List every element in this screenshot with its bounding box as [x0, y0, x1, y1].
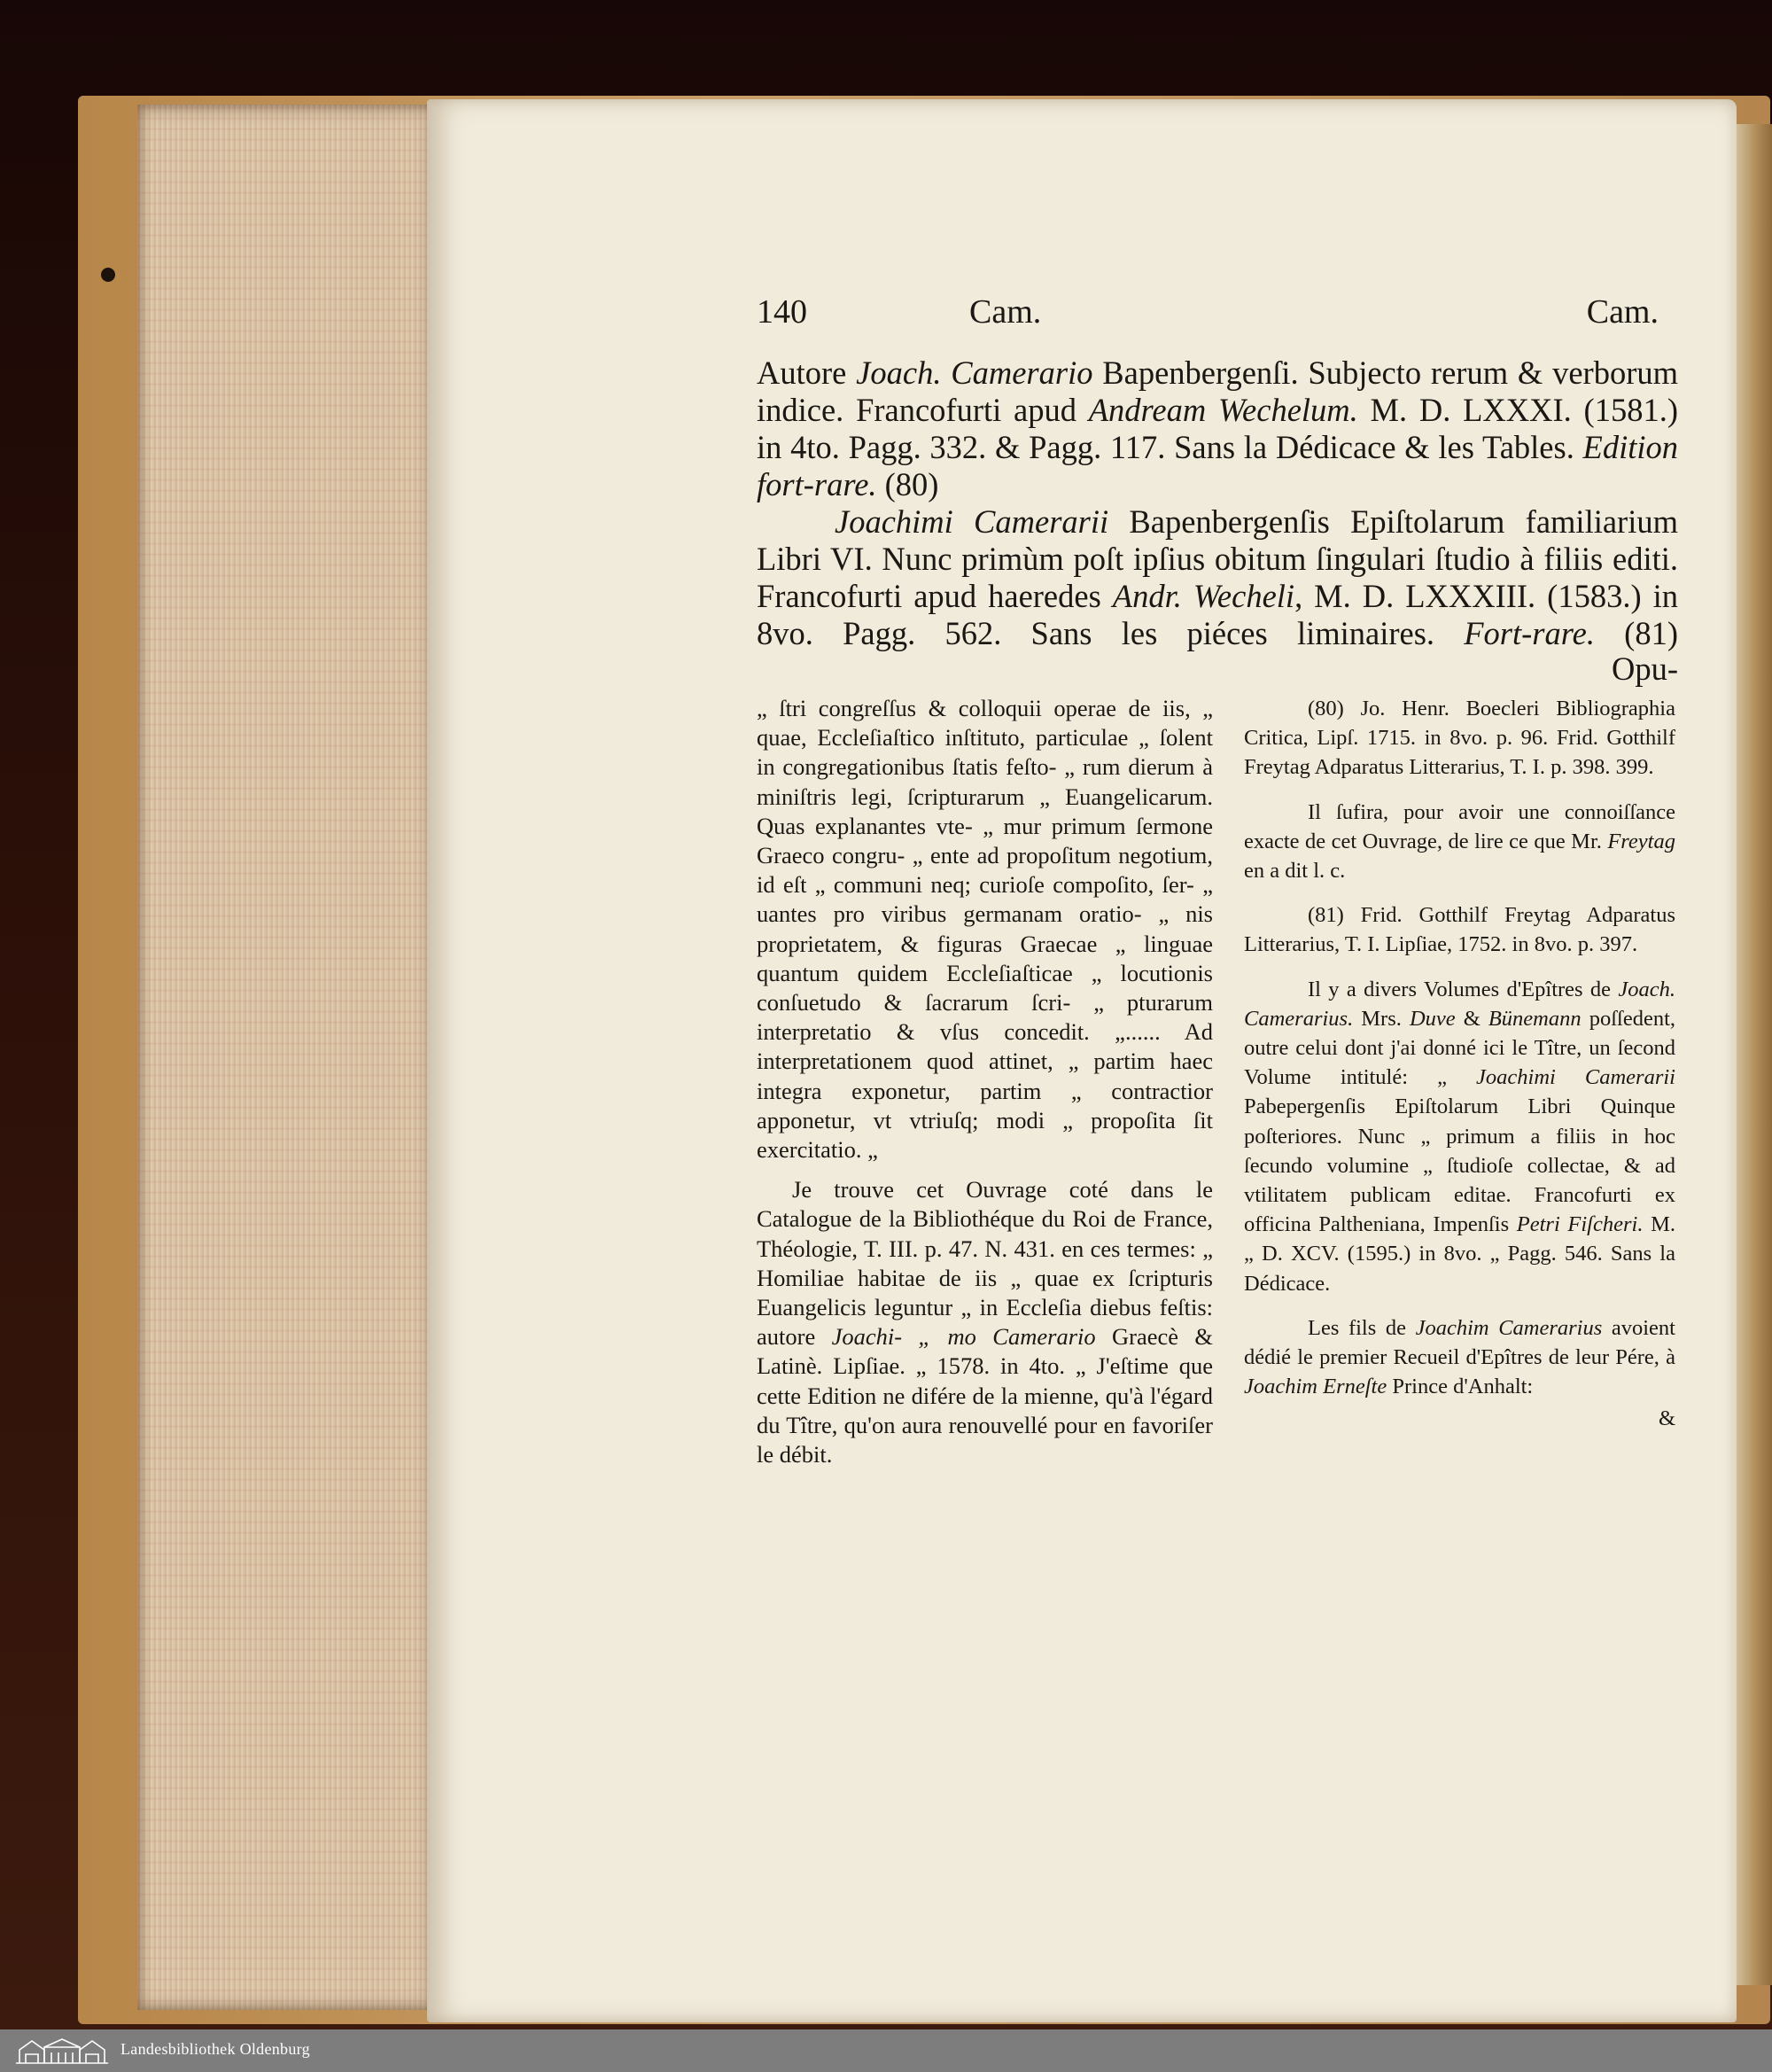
italic-run: Duve [1409, 1006, 1456, 1031]
text-run: Mrs. [1353, 1006, 1410, 1031]
text-run: M. D. LXXXI. (1581.) in 4to. Pagg. 332. & Pagg. 117. Sans la Dédicace & les Tables. [757, 392, 1678, 465]
quoted-passage: „ ſtri congreſſus & colloquii operae de iis, „ quae, Eccleſiaſtico inſtituto, particulae „ ſolent in congregationibus ſtatis feſto- „ rum dierum à miniſtris legi, ſcripturarum „ Euangelicarum. Quas explanantes vte- „ mur primum ſermone Graeco congru- „ ente ad propoſitum negotium, id eſt „ communi neq; curioſe compoſito, ſer- „ uantes pro viribus germanam oratio- „ nis proprietatem, & figuras Graecae „ linguae quantum quidem Eccleſiaſticae „ locutionis conſuetudo & ſacrarum ſcri- „ pturarum interpretatio & vſus concedit. „...... Ad interpretationem quod attinet, „ partim haec integra exponetur, partim „ contractior apponetur, vt vtriuſq; modi „ propoſita ſit exercitatio. „ [757, 695, 1213, 1164]
main-paragraph-2 [757, 503, 1678, 652]
library-name: Landesbibliothek Oldenburg [120, 2040, 310, 2058]
text-run: (80) [876, 466, 939, 502]
header-right-title: Cam. [1586, 293, 1659, 331]
text-run: , M. D. LXXXIII. (1583.) in 8vo. Pagg. 562. Sans les piéces liminaires. [757, 578, 1678, 651]
text-run: & [1455, 1006, 1488, 1031]
italic-run: Joachim Erneſte [1244, 1375, 1387, 1399]
right-column-notes [1244, 694, 1675, 1449]
text-run: Bapenbergenſis Epiſtolarum familiarium Libri VI. Nunc primùm poſt ipſius obitum ſingulari ſtudio à filiis editi. Francofurti apud haeredes [757, 503, 1678, 614]
text-run: poſſedent, outre celui dont j'ai donné ici le Tître, un ſecond Volume intitulé: „ [1244, 1006, 1676, 1090]
italic-run: Andr. Wecheli [1112, 578, 1295, 614]
header-left-title: Cam. [969, 293, 1042, 331]
library-footer-bar [0, 2029, 1772, 2072]
left-column [757, 694, 1213, 1469]
italic-run: Edition fort-rare. [757, 429, 1678, 502]
text-run: Bapenbergenſi. Subjecto rerum & verborum indice. Francofurti apud [757, 354, 1678, 428]
text-run: M. „ D. XCV. (1595.) in 8vo. „ Pagg. 546. Sans la Dédicace. [1244, 1212, 1675, 1296]
library-building-icon [12, 2036, 112, 2066]
text-run: avoient dédié le premier Recueil d'Epîtres de leur Pére, à [1244, 1315, 1675, 1370]
text-run: Les fils de [1308, 1315, 1416, 1340]
right-cover-edge [1732, 124, 1772, 1985]
page-block-edge [137, 105, 443, 2010]
text-run: Autore [757, 354, 857, 391]
footnote-80: (80) Jo. Henr. Boecleri Bibliographia Critica, Lipſ. 1715. in 8vo. p. 96. Frid. Gotthilf Freytag Adparatus Litterarius, T. I. p. 398. 399. [1244, 697, 1675, 780]
text-run: Il ſufira, pour avoir une connoiſſance exacte de cet Ouvrage, de lire ce que Mr. [1244, 799, 1675, 853]
text-run: Graecè & Latinè. Lipſiae. „ 1578. in 4to. „ J'eſtime que cette Edition ne difére de la mienne, qu'à l'égard du Tître, qu'on aura renouvellé pour en favoriſer le débit. [757, 1323, 1213, 1468]
italic-run: Joachim Camerarius [1415, 1315, 1603, 1340]
text-run: Je trouve cet Ouvrage coté dans le Catalogue de la Bibliothéque du Roi de France, Théologie, T. III. p. 47. N. 431. en ces termes: „ Homiliae habitae de iis „ quae ex ſcripturis Euangelicis leguntur „ in Eccleſia diebus feſtis: autore [757, 1176, 1213, 1351]
text-run: en a dit l. c. [1244, 859, 1346, 884]
main-paragraph-1 [757, 354, 1678, 503]
italic-run: Andream Wechelum. [1088, 392, 1358, 428]
italic-run: Fort-rare. [1464, 615, 1595, 651]
text-run: Il y a divers Volumes d'Epîtres de [1308, 977, 1619, 1001]
italic-run: Joach. Camerarius. [1244, 977, 1675, 1031]
cover-nail-mark [101, 268, 115, 282]
catalogue-paragraph [757, 1175, 1213, 1469]
italic-run: Freytag [1607, 829, 1675, 853]
catchword: Opu- [1611, 650, 1678, 687]
italic-run: Joachi- „ mo Camerario [831, 1323, 1096, 1351]
running-header [757, 292, 1659, 337]
italic-run: Bünemann [1488, 1006, 1582, 1031]
note-les-fils [1244, 1313, 1675, 1402]
text-run: (81) [1594, 615, 1678, 651]
text-run: Pabepergenſis Epiſtolarum Libri Quinque poſteriores. Nunc „ primum a filiis in hoc ſecundo volumine „ ſtudioſe collectae, & ad vtilitatem publicam editae. Francofurti ex officina Paltheniana, Impenſis [1244, 1094, 1675, 1237]
italic-run: Joachimi Camerarii [1476, 1065, 1675, 1090]
italic-run: Joachimi Camerarii [835, 503, 1109, 540]
page-number: 140 [757, 293, 807, 331]
text-run: Prince d'Anhalt: [1387, 1375, 1534, 1399]
footnote-81: (81) Frid. Gotthilf Freytag Adparatus Litterarius, T. I. Lipſiae, 1752. in 8vo. p. 397. [1244, 903, 1675, 957]
main-text [757, 354, 1678, 686]
note-suffira [1244, 798, 1675, 886]
italic-run: Joach. Camerario [856, 354, 1093, 391]
note-divers-volumes [1244, 975, 1675, 1298]
italic-run: Petri Fiſcheri. [1516, 1212, 1644, 1237]
catchword-right: & [1658, 1406, 1675, 1431]
